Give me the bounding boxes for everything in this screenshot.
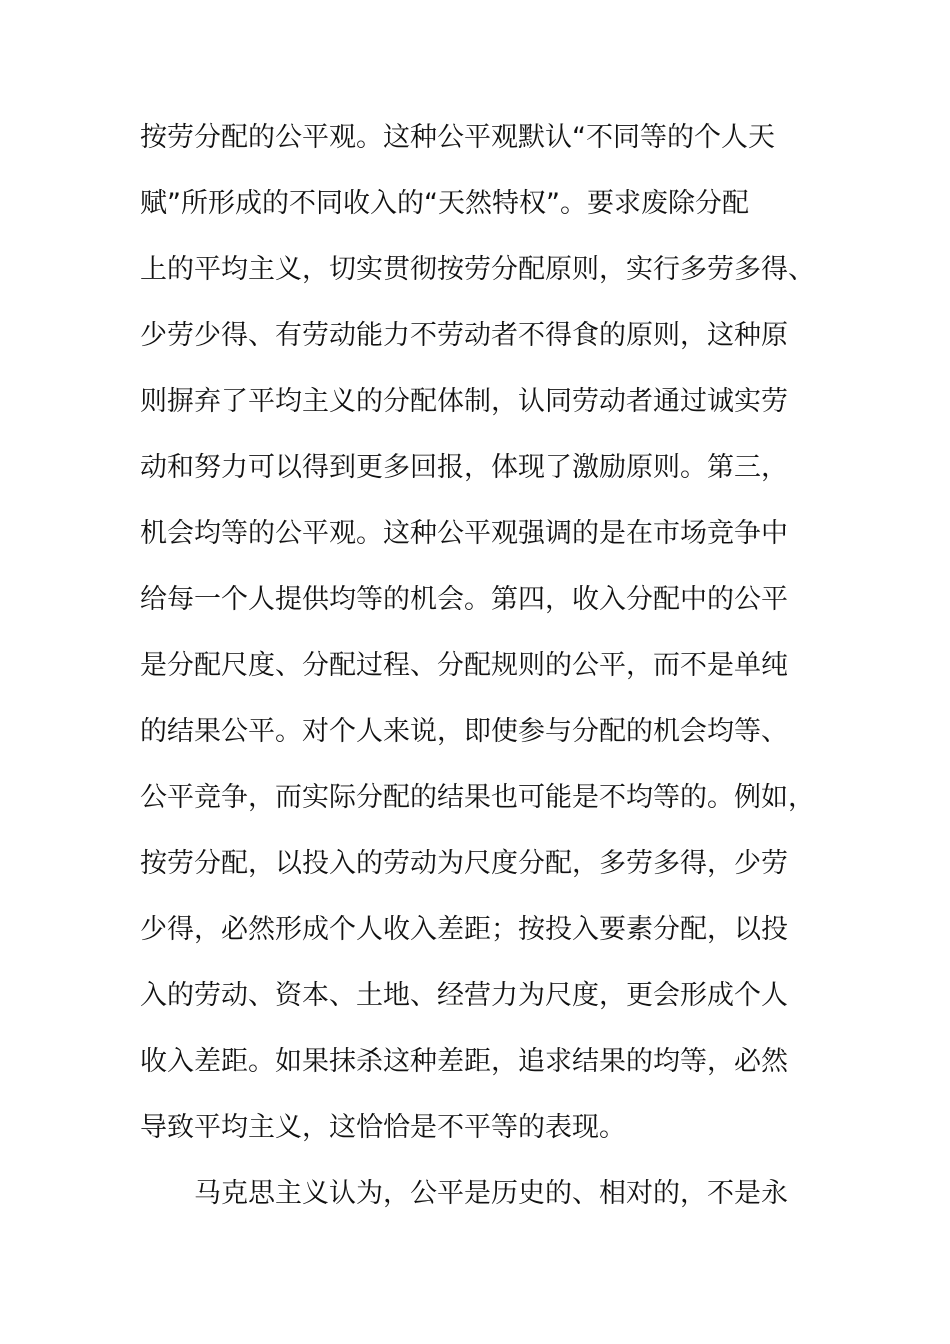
text-line-1: 按劳分配的公平观。这种公平观默认“不同等的个人天	[140, 122, 775, 153]
text-line-15: 收入差距。如果抹杀这种差距，追求结果的均等，必然	[140, 1046, 788, 1077]
text-line-10: 的结果公平。对个人来说，即使参与分配的机会均等、	[140, 716, 788, 747]
text-line-7: 机会均等的公平观。这种公平观强调的是在市场竞争中	[140, 518, 788, 549]
text-line-2: 赋”所形成的不同收入的“天然特权”。要求废除分配	[140, 188, 749, 219]
text-line-5: 则摒弃了平均主义的分配体制，认同劳动者通过诚实劳	[140, 386, 788, 417]
text-line-3: 上的平均主义，切实贯彻按劳分配原则，实行多劳多得、	[140, 254, 815, 285]
body-text	[140, 112, 830, 1234]
text-line-9: 是分配尺度、分配过程、分配规则的公平，而不是单纯	[140, 650, 788, 681]
text-line-6: 动和努力可以得到更多回报，体现了激励原则。第三，	[140, 452, 788, 483]
text-line-14: 入的劳动、资本、土地、经营力为尺度，更会形成个人	[140, 980, 788, 1011]
text-line-11: 公平竞争，而实际分配的结果也可能是不均等的。例如，	[140, 782, 815, 813]
text-line-8: 给每一个人提供均等的机会。第四，收入分配中的公平	[140, 584, 788, 615]
text-line-17-paragraph-start: 马克思主义认为，公平是历史的、相对的，不是永	[194, 1178, 788, 1209]
text-line-4: 少劳少得、有劳动能力不劳动者不得食的原则，这种原	[140, 320, 788, 351]
text-line-13: 少得，必然形成个人收入差距；按投入要素分配，以投	[140, 914, 788, 945]
text-line-12: 按劳分配，以投入的劳动为尺度分配，多劳多得，少劳	[140, 848, 788, 879]
text-line-16: 导致平均主义，这恰恰是不平等的表现。	[140, 1112, 626, 1143]
